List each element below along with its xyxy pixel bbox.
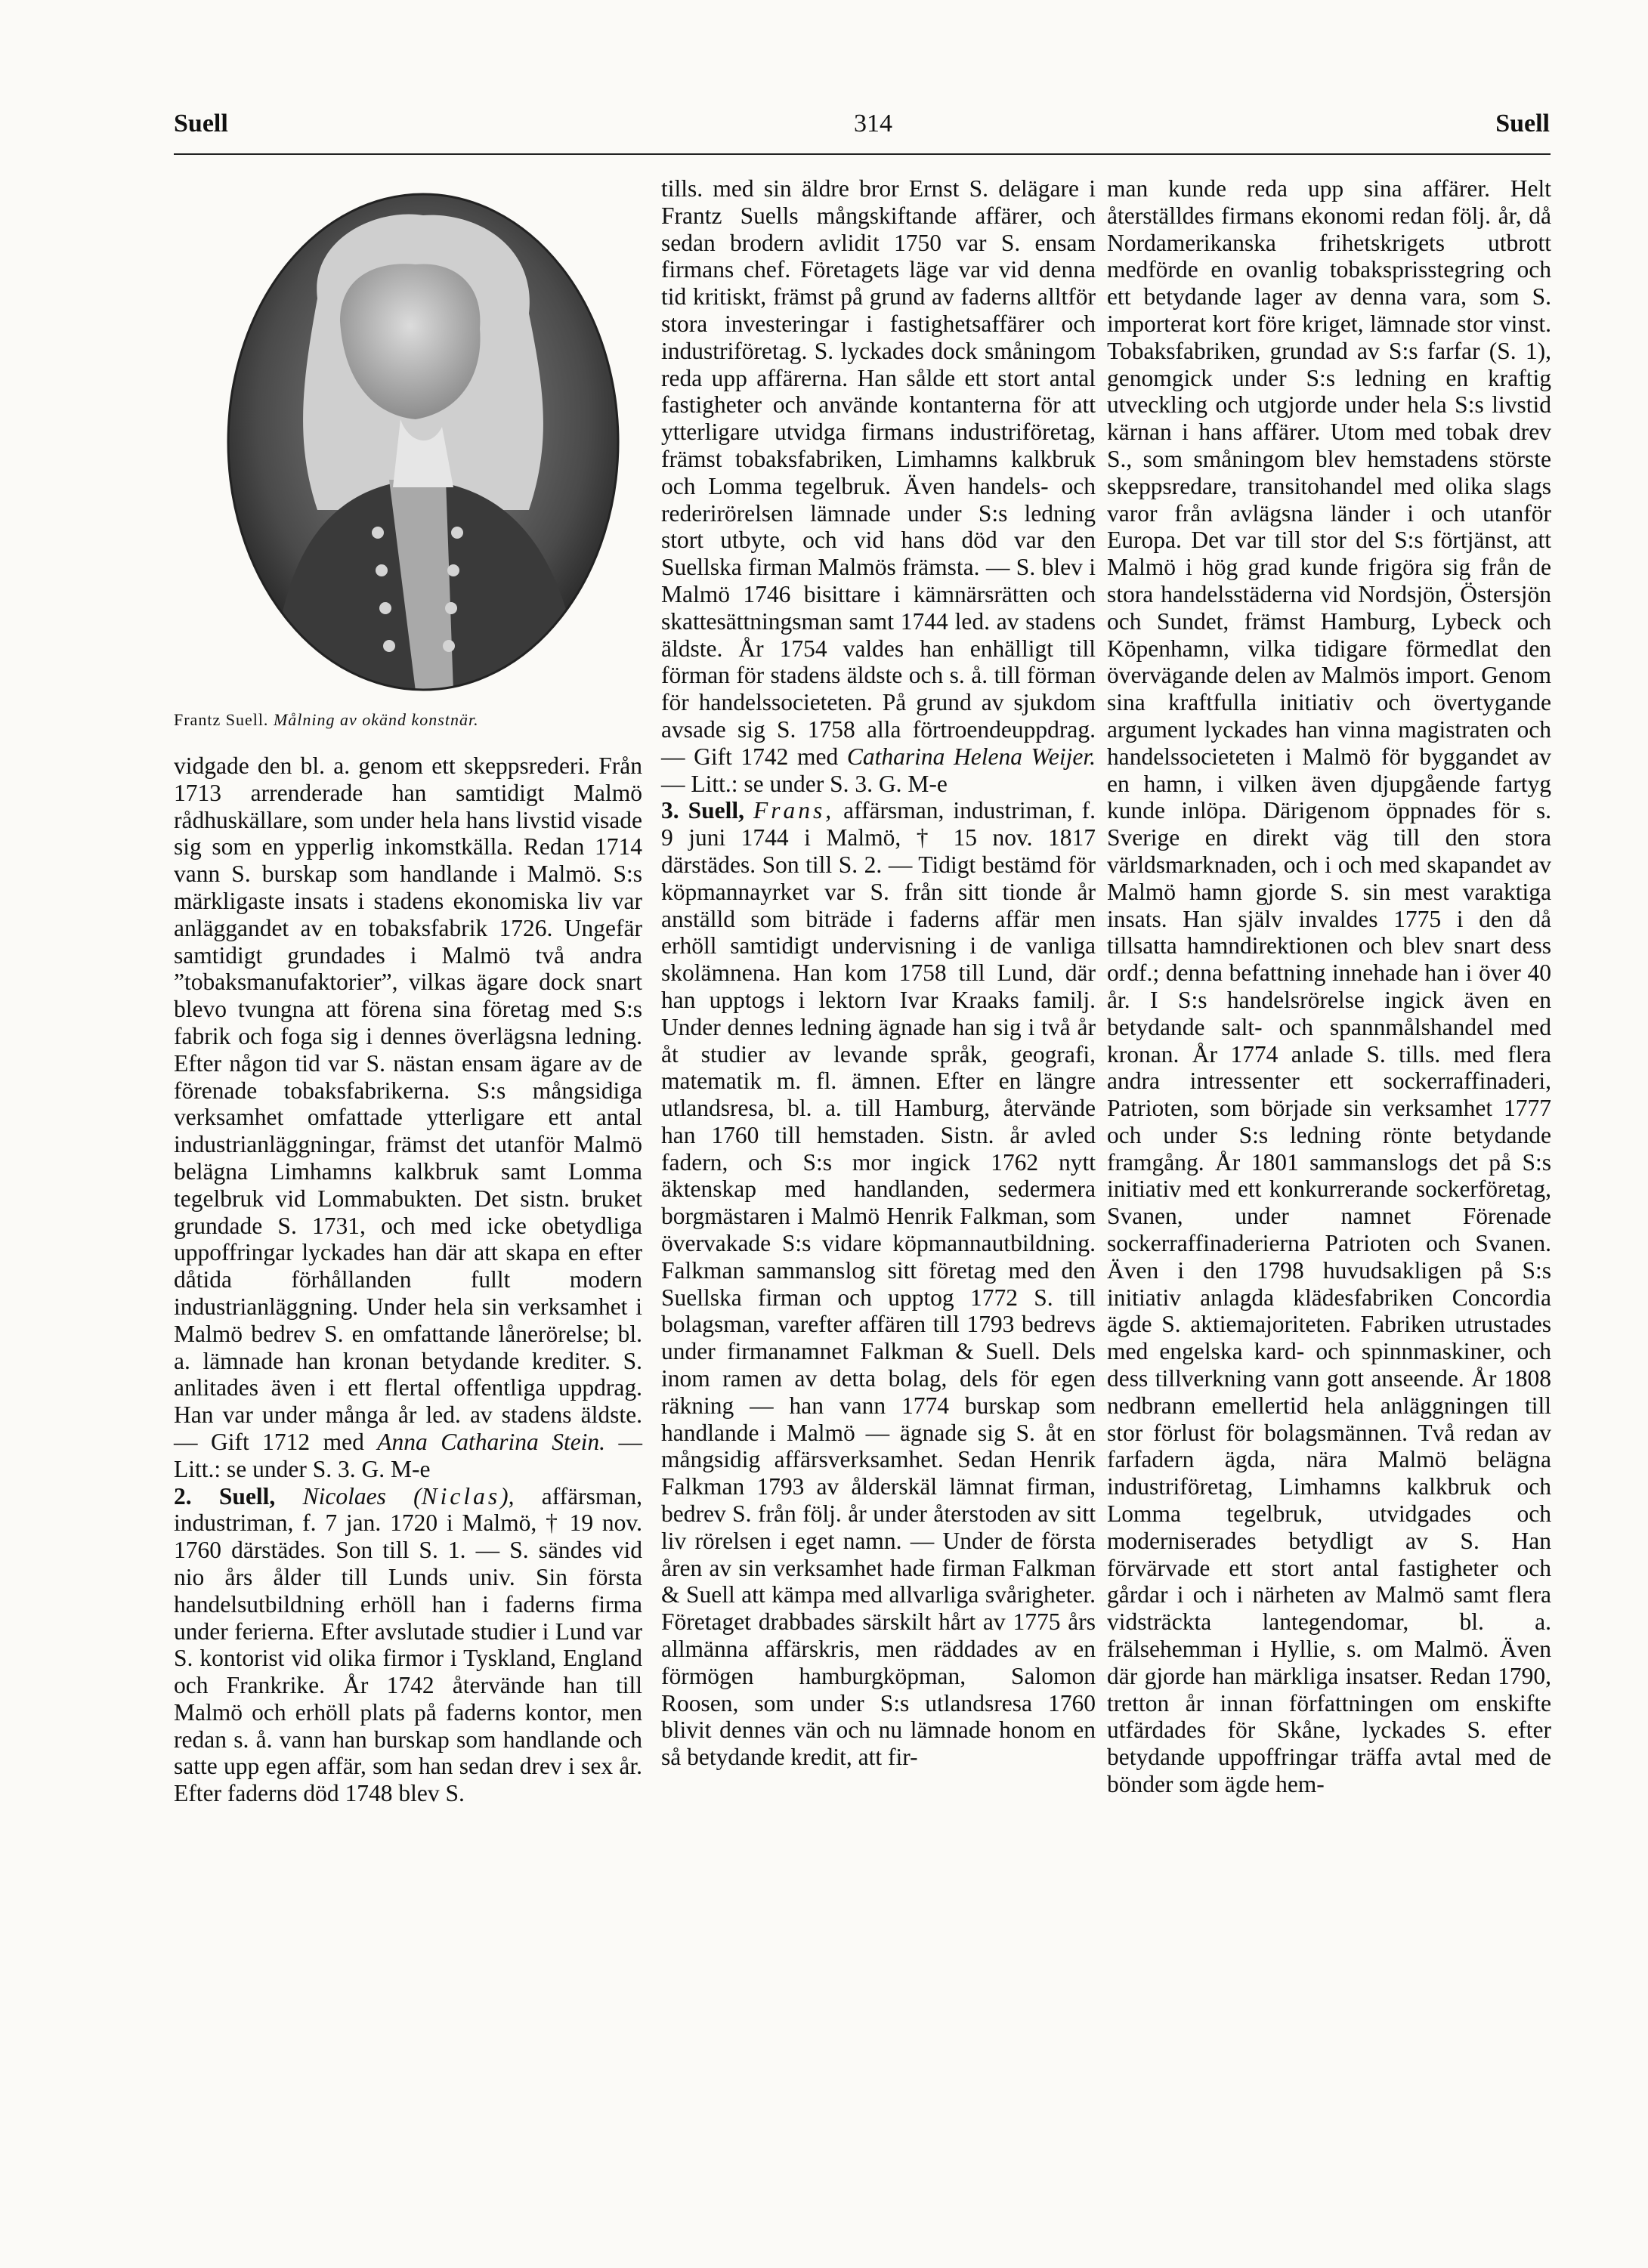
entry-3 [661,797,1096,1771]
portrait-caption [174,710,672,730]
body-text: affärsman, industriman, f. 7 jan. 1720 i Malmö, † 19 nov. 1760 därstädes. Son till S. 1. — S. sändes vid nio års ålder till Lunds univ. Sin första handelsutbildning erhöll han i faderns firma under ferierna. Efter avslutade studier i Lund var S. kontorist vid olika firmor i Tyskland, England och Frankrike. År 1742 återvände han till Malmö och erhöll plats på faderns kontor, men redan s. å. vann han burskap som handlande och satte upp egen affär, som han sedan drev i sex år. Efter faderns död 1748 blev S. [174,1482,643,1807]
spouse-name: Catharina Helena Weijer. [846,743,1096,770]
caption-name: Frantz Suell. [174,710,269,729]
text-column-1 [174,752,642,1807]
caption-note: Målning av okänd konstnär. [273,710,479,729]
entry-surname: Suell, [218,1482,276,1509]
paragraph [661,175,1096,797]
body-text: — Litt.: se under S. 3. G. M-e [174,1428,643,1482]
paragraph: man kunde reda upp sina affärer. Helt återställdes firmans ekonomi redan följ. år, då Nordamerikanska frihetskrigets utbrott medförde en ovanlig tobaksprisstegring och ett betydande lager av denna vara, som S. importerat kort före kriget, lämnade stor vinst. Tobaksfabriken, grundad av S:s farfar (S. 1), genomgick under S:s ledning en kraftig utveckling och utgjorde under hela S:s livstid kärnan i hans affärer. Utom med tobak drev S., som småningom blev hemstadens störste skeppsredare, transitohandel med olika slags varor från avlägsna länder i och utanför Europa. Det var till stor del S:s förtjänst, att Malmö i hög grad kunde frigöra sig från de stora handelsstäderna vid Nordsjön, Östersjön och Sundet, främst Hamburg, Lybeck och Köpenhamn, vilka tidigare förmedlat den övervägande delen av Malmös import. Genom sina kraftfulla initiativ och övertygande argument lyckades han vinna magistraten och handelssocieteten i Malmö för byggandet av en hamn, i vilken även djupgående fartyg kunde inlöpa. Därigenom öppnades för s. Sverige en direkt väg till den stora världsmarknaden, och i och med skapandet av Malmö hamn gjorde S. sin mest varaktiga insats. Han själv invaldes 1775 i den då tillsatta hamndirektionen och blev snart dess ordf.; denna befattning innehade han i över 40 år. I S:s handelsrörelse ingick även en betydande salt- och spannmålshandel med kronan. År 1774 anlade S. tills. med flera andra intressenter ett sockerraffinaderi, Patrioten, som började sin verksamhet 1777 och under S:s ledning rönte betydande framgång. År 1801 sammanslogs det på S:s initiativ med ett konkurrerande sockerföretag, Svanen, under namnet Förenade sockerraffinaderierna Patrioten och Svanen. Även i den 1798 huvudsakligen på S:s initiativ anlagda klädesfabriken Concordia ägde S. aktiemajoriteten. Fabriken utrustades med engelska kard- och spinnmaskiner, och dess tillverkning vann gott anseende. År 1808 nedbrann emellertid hela anläggningen till stor förlust för bolagsmännen. Två redan av farfadern ägda, nära Malmö belägna industriföretag, Limhamns kalkbruk och Lomma tegelbruk, utvidgades och moderniserades betydligt av S. Han förvärvade ett stort antal fastigheter och gårdar i och i närheten av Malmö samt flera vidsträckta lantegendomar, bl. a. frälsehemman i Hyllie, s. om Malmö. Även där gjorde han märkliga insatser. Redan 1790, tretton år innan författningen om enskifte utfärdades för Skåne, lyckades S. efter betydande uppoffringar träffa avtal med de bönder som ägde hem- [1107,175,1551,1798]
body-text: vidgade den bl. a. genom ett skeppsrederi. Från 1713 arrenderade han samtidigt Malmö rådhuskällare, som under hela hans livstid visade sig som en ypperlig inkomstkälla. Redan 1714 vann S. burskap som handlande i Malmö. S:s märkligaste insats i stadens ekonomiska liv var anläggandet av en tobaksfabrik 1726. Ungefär samtidigt grundades i Malmö två andra ”tobaksmanufaktorier”, vilkas ägare dock snart blevo tvungna att förena sina företag med S:s fabrik och foga sig i dennes överlägsna ledning. Efter någon tid var S. nästan ensam ägare av de förenade tobaksfabrikerna. S:s mångsidiga verksamhet omfattade ytterligare ett antal industrianläggningar, främst det utanför Malmö belägna Limhamns kalkbruk samt Lomma tegelbruk vid Lommabukten. Det sistn. bruket grundade S. 1731, och med icke obetydliga uppoffringar lyckades han där att skapa en efter dåtida förhållanden fullt modern industrianläggning. Under hela sin verksamhet i Malmö bedrev S. en omfattande lånerörelse; bl. a. lämnade han kronan betydande krediter. S. anlitades även i ett flertal offentliga uppdrag. Han var under många år led. av stadens äldste. — Gift 1712 med [174,752,642,1455]
entry-given-name-spaced: Niclas [421,1482,501,1509]
entry-given-name-spaced: Frans, [753,797,835,824]
header-rule [174,153,1551,155]
body-text: tills. med sin äldre bror Ernst S. delägare i Frantz Suells mångskiftande affärer, och sedan brodern avlidit 1750 var S. ensam firmans chef. Företagets läge var vid denna tid kritiskt, främst på grund av faderns alltför stora investeringar i fastighetsaffärer och industriföretag. S. lyckades dock småningom reda upp affärerna. Han sålde ett stort antal fastigheter och använde kontanterna för att ytterligare utvidga firmans industriföretag, främst tobaksfabriken, Limhamns kalkbruk och Lomma tegelbruk. Även handels- och rederirörelsen lämnade under S:s ledning stort utbyte, och vid hans död var den Suellska firman Malmös främsta. — S. blev i Malmö 1746 bisittare i kämnärsrätten och skattesättningsman samt 1744 led. av stadens äldste. År 1754 valdes han enhälligt till förman för stadens äldste och s. å. till förman för handelssocieteten. På grund av sjukdom avsade sig S. 1758 alla förtroendeuppdrag. — Gift 1742 med [661,175,1096,770]
entry-number: 3. [661,797,679,824]
paragraph [174,752,642,1483]
entry-2 [174,1483,642,1808]
page-number: 314 [854,110,892,138]
entry-given-name: Nicolaes ( [302,1482,422,1509]
spouse-name: Anna Catharina Stein. [377,1428,606,1455]
entry-number: 2. [174,1482,192,1509]
running-head-right: Suell [1495,110,1550,138]
text-column-2 [661,175,1096,1771]
entry-given-name-end: ), [500,1482,515,1509]
portrait-image [227,193,620,691]
text-column-3 [1107,175,1551,1798]
entry-surname: Suell, [688,797,745,824]
running-head-left: Suell [174,110,228,138]
body-text: — Litt.: se under S. 3. G. M-e [661,770,948,797]
body-text: affärsman, industriman, f. 9 juni 1744 i Malmö, † 15 nov. 1817 därstädes. Son till S. 2. — Tidigt bestämd för köpmannayrket var S. från sitt tionde år anställd som biträde i faderns affär men erhöll samtidigt undervisning i de vanliga skolämnena. Han kom 1758 till Lund, där han upptogs i lektorn Ivar Kraaks familj. Under dennes ledning ägnade han sig i två år åt studier av levande språk, geografi, matematik m. fl. ämnen. Efter en längre utlandsresa, bl. a. till Hamburg, återvände han 1760 till hemstaden. Sistn. år avled fadern, och S:s mor ingick 1762 nytt äktenskap med handlanden, sedermera borgmästaren i Malmö Henrik Falkman, som övervakade S:s vidare köpmannautbildning. Falkman sammanslog sitt företag med den Suellska firman och upptog 1772 S. till bolagsman, varefter affären till 1793 bedrevs under firmanamnet Falkman & Suell. Dels inom ramen av detta bolag, dels för egen räkning — han vann 1774 burskap som handlande i Malmö — ägnade sig S. åt en mångsidig affärsverksamhet. Sedan Henrik Falkman 1793 av ålderskäl lämnat firman, bedrev S. från följ. år under återstoden av sitt liv rörelsen i eget namn. — Under de första åren av sin verksamhet hade firman Falkman & Suell att kämpa med allvarliga svårigheter. Företaget drabbades särskilt hårt av 1775 års allmänna affärskris, men räddades av en förmögen hamburgköpman, Salomon Roosen, som under S:s utlandsresa 1760 blivit dennes vän och nu lämnade honom en så betydande kredit, att fir- [661,797,1096,1771]
